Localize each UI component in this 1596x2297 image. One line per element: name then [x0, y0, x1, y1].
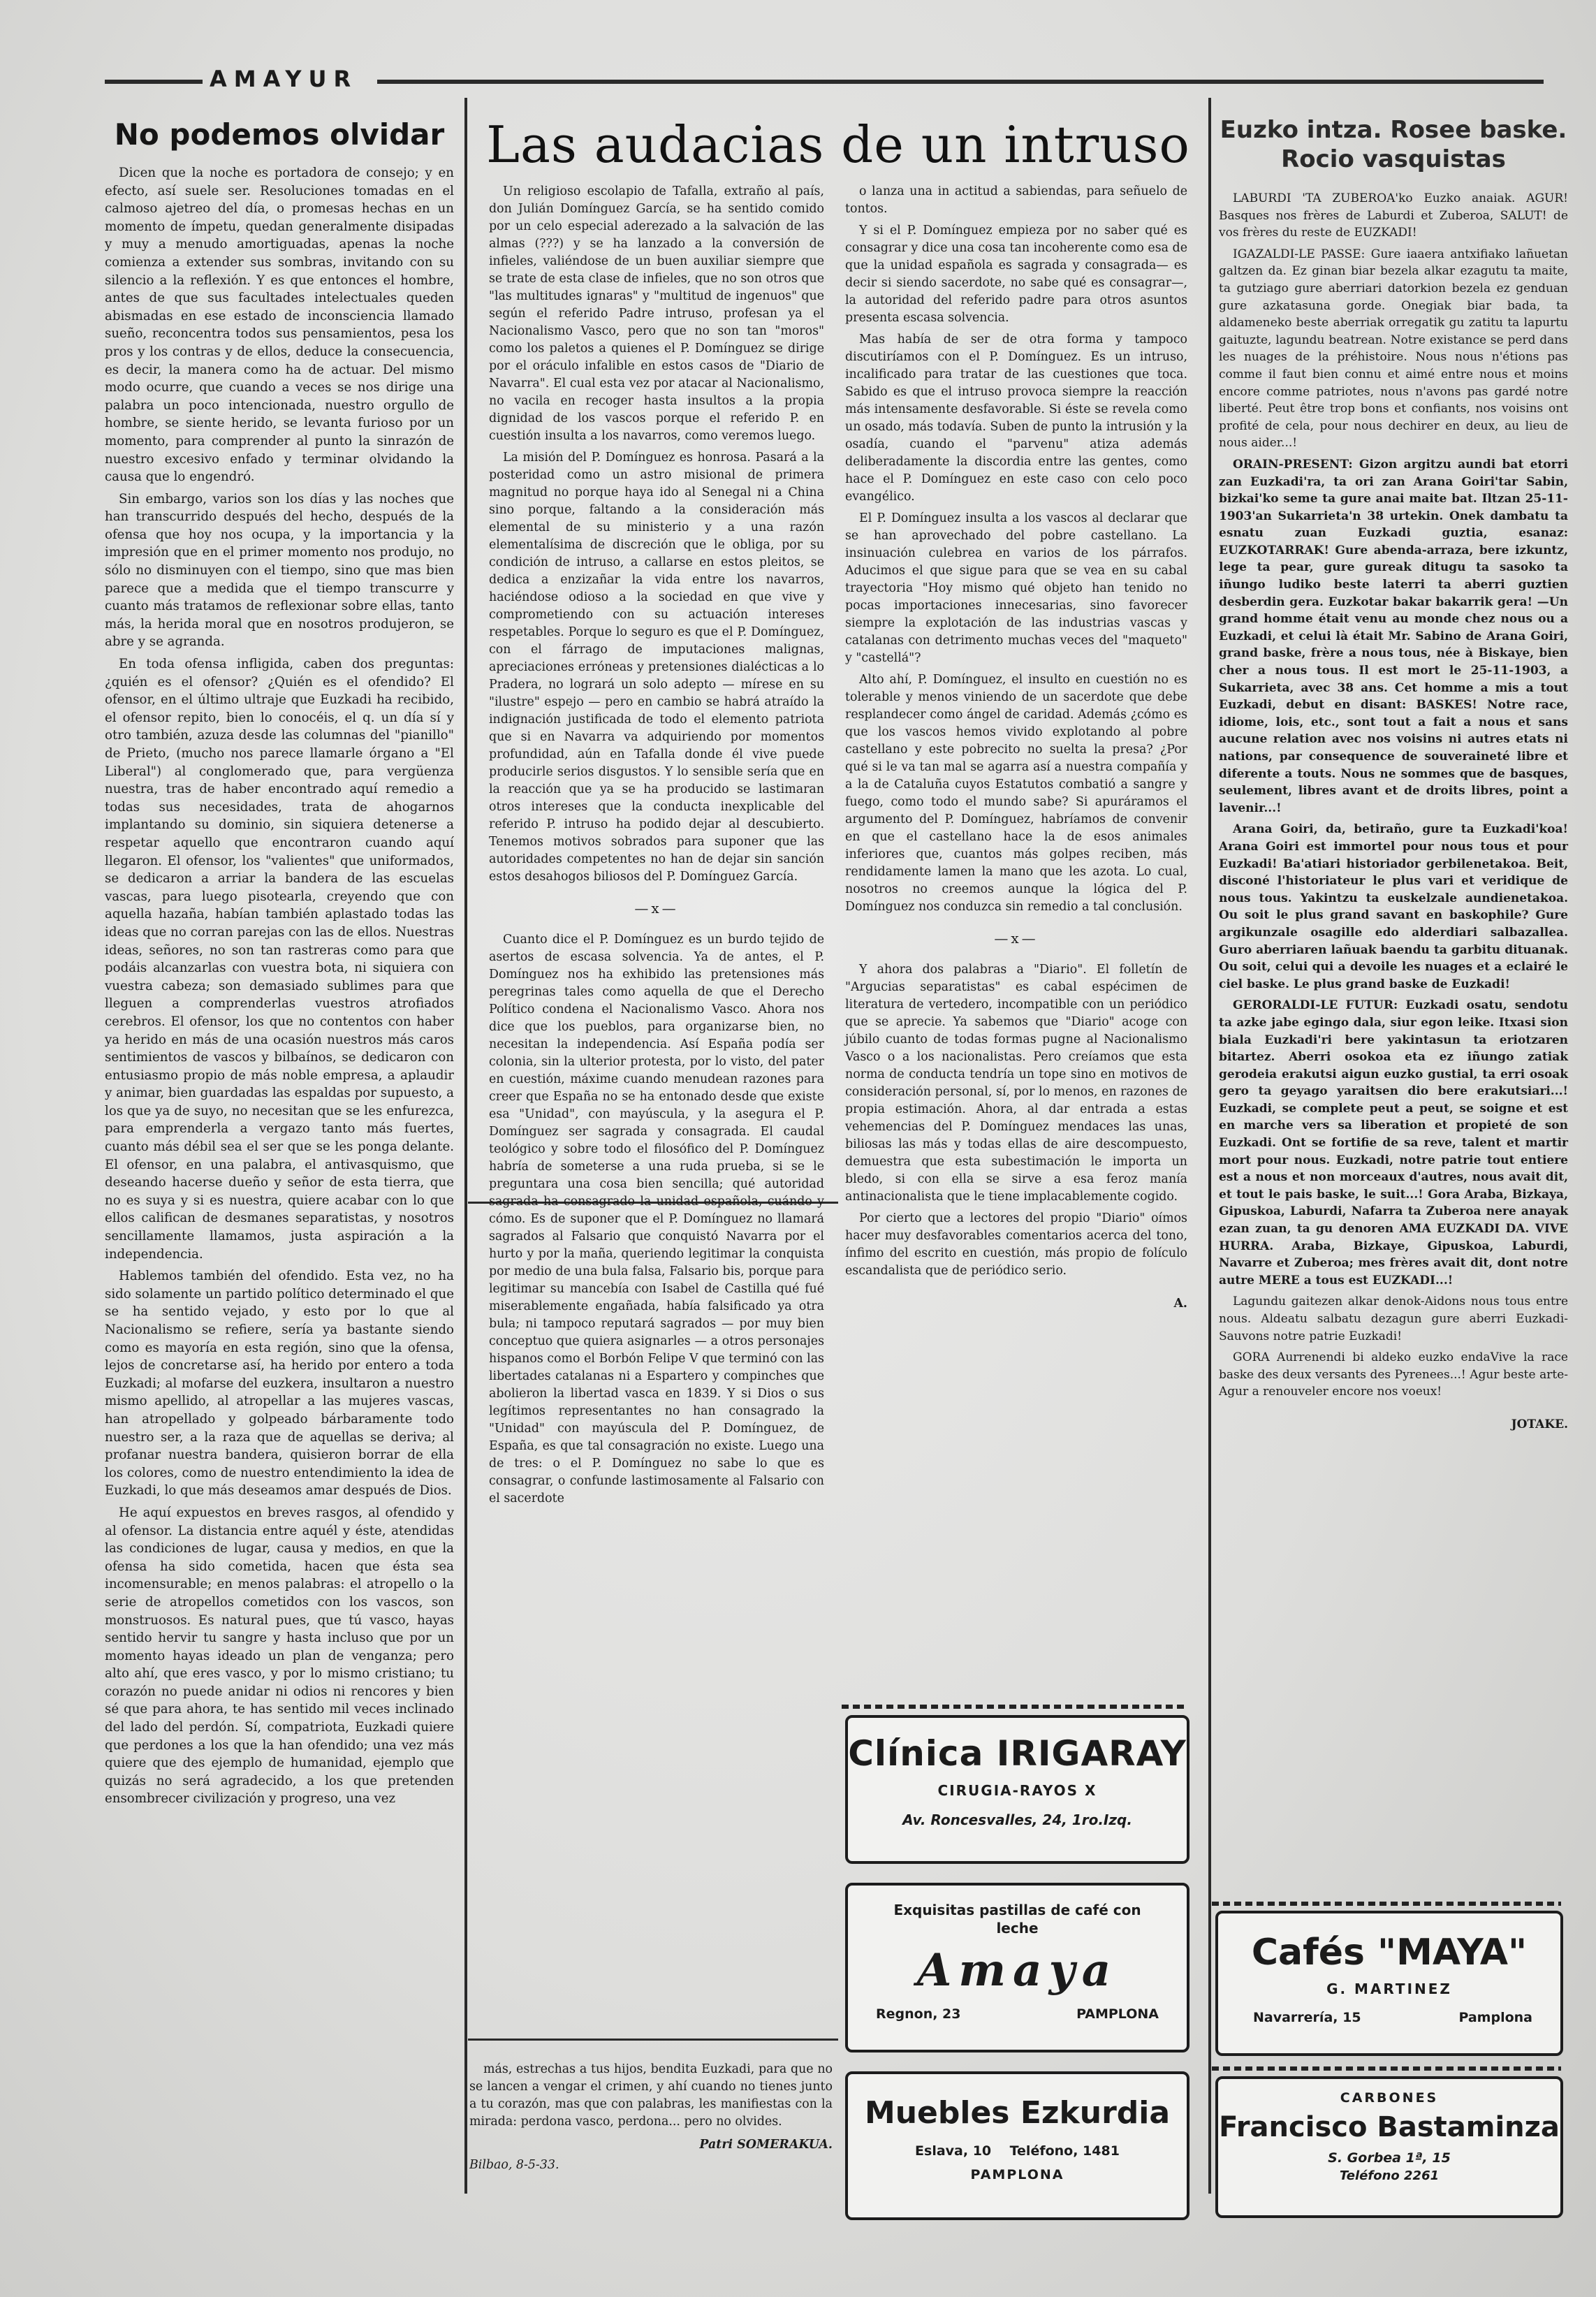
right-paragraph: GORA Aurrenendi bi aldeko euzko endaVive la race baske des deux versants des Pyrenees...! Agur beste arte-Agur a renouveler encore nos voeux!: [1219, 1350, 1568, 1399]
ad-border-top: [1212, 2066, 1561, 2071]
right-article-body: [1219, 190, 1568, 1434]
left-paragraph: Hablemos también del ofendido. Esta vez, no ha sido solamente un partido político determinado el que se ha sentido vejado, y esto por lo que al Nacionalismo se refiere, sería ya bastante siendo como es mayoría en esta región, sino que la ofensa, lejos de concretarse así, ha herido por entero a toda Euzkadi; al mofarse del euzkera, insultaron a nuestro mismo apellido, al atropellar a las mujeres vascas, han atropellado y golpeado bárbaramente todo nuestro ser, a la raza que de aquellas se deriva; al profanar nuestra bandera, quisieron borrar de ella los colores, como de nuestro entendimiento la idea de Euzkadi, lo que más deseamos amar después de Dios.: [105, 1269, 454, 1498]
left-article-continuation: [469, 2061, 833, 2174]
ad-title: Amaya: [916, 1944, 1118, 1997]
ad-cafes-maya: [1215, 1911, 1563, 2056]
right-paragraph: LABURDI 'TA ZUBEROA'ko Euzko anaiak. AGUR! Basques nos frères de Laburdi et Zuberoa, SALUT! de vos frères du reste de EUZKADI!: [1219, 191, 1568, 240]
ad-title: Cafés "MAYA": [1251, 1932, 1528, 1974]
ad-address: Av. Roncesvalles, 24, 1ro.Izq.: [902, 1811, 1132, 1828]
article-signature: A.: [1173, 1297, 1187, 1311]
center-paragraph: Alto ahí, P. Domínguez, el insulto en cuestión no es tolerable y menos viniendo de un sacerdote que debe resplandecer como ángel de caridad. Además ¿cómo es que los vascos hemos vivido explotando al pobre castellano y este pobrecito no suelta la presa? ¿Por qué si le va tan mal se agarra así a nuestra compañía y a la de Cataluña cuyos Estatutos combatió a sangre y fuego, como todo el mundo sabe? Si apuráramos el argumento del P. Domínguez, habríamos de convenir en que el castellano hace la de esos animales inferiores que, cuantos más golpes reciben, más rendidamente lamen la mano que les azota. Lo cual, nosotros no creemos aunque la lógica del P. Domínguez nos conduzca sin remedio a tal conclusión.: [845, 673, 1187, 914]
right-article-title: Euzko intza. Rosee baske. Rocio vasquistas: [1220, 116, 1567, 173]
center-paragraph: Por cierto que a lectores del propio "Diario" oímos hacer muy desfavorables comentarios acerca del tono, ínfimo del escrito en cuestión, más propio de folículo escandalista que de periódico serio.: [845, 1211, 1187, 1278]
ad-francisco-bastaminza: [1215, 2076, 1563, 2218]
center-paragraph: Mas había de ser de otra forma y tampoco discutiríamos con el P. Domínguez. Es un intruso, incalificado para tratar de las cuestiones que toca. Sabido es que el intruso provoca siempre la reacción más intensamente desfavorable. Si éste se revela como un osado, más todavía. Suben de punto la intrusión y la osadía, cuando el "parvenu" atiza además deliberadamente la discordia entre las gentes, como hace el P. Domínguez en este caso con celo poco evangélico.: [845, 333, 1187, 504]
masthead: [105, 66, 1544, 94]
continuation-text: más, estrechas a tus hijos, bendita Euzkadi, para que no se lancen a vengar el crimen, y ahí cuando no tienes junto a tu corazón, mas que con palabras, les manifiestas con la mirada: perdona vasco, perdona... pero no olvides.: [469, 2062, 833, 2129]
ad-title: Clínica IRIGARAY: [848, 1733, 1187, 1774]
section-separator: —x—: [634, 900, 679, 917]
ad-address: Eslava, 10 Teléfono, 1481: [915, 2143, 1120, 2159]
ad-footer: [848, 1997, 1187, 2022]
author-signature: Patri SOMERAKUA.: [699, 2138, 833, 2152]
left-paragraph: Sin embargo, varios son los días y las noches que han transcurrido después del hecho, después de la ofensa que hoy nos ocupa, y la importancia y la impresión que en el primer momento nos produjo, no sólo no disminuyen con el tiempo, sino que mas bien parece que a medida que el tiempo transcurre y cuanto más tratamos de reflexionar sobre ellas, tanto más, la herida moral que en nosotros produjeron, se abre y se agranda.: [105, 491, 454, 650]
ad-phone: Teléfono 2261: [1339, 2168, 1440, 2183]
column-rule-2: [1208, 98, 1211, 2194]
center-article-title: Las audacias de un intruso: [486, 115, 1190, 174]
ad-city: PAMPLONA: [1076, 2006, 1159, 2022]
left-article-body: [105, 164, 454, 1812]
center-paragraph: La misión del P. Domínguez es honrosa. Pasará a la posteridad como un astro misional de primera magnitud no porque haya ido al Senegal ni a China sino porque, faltando a la consideración más elemental de su ministerio y a una razón elementalísima de discreción que le obliga, por su condición de intruso, a callarse en estos pleitos, se dedica a enzizañar la vida entre los navarros, haciéndose odioso a la sociedad en que vive y comprometiendo con su actuación intereses respetables. Porque lo seguro es que el P. Domínguez, con el fárrago de imputaciones malignas, apreciaciones erróneas y pretensiones dialécticas a lo Pradera, no logrará un solo adepto — mírese en su "ilustre" espejo — pero en cambio se habrá atraído la indignación justificada de todo el elemento patriota que si en Navarra va adquiriendo por momentos profundidad, aún en Tafalla donde él vive puede producirle serios disgustos. Y lo sensible sería que en la reacción que ya se ha producido se lastimaran otros intereses que la conducta inexplicable del referido P. intruso ha podido dejar al descubierto. Tenemos motivos sobrados para suponer que las autoridades competentes no han de dejar sin sanción estos desahogos biliosos del P. Domínguez García.: [489, 451, 824, 884]
ad-subtitle: CIRUGIA-RAYOS X: [937, 1782, 1097, 1799]
ad-footer: [1218, 1997, 1560, 2025]
left-paragraph: Dicen que la noche es portadora de consejo; y en efecto, así suele ser. Resoluciones tomadas en el calmoso ajetreo del día, o promesas hechas en un momento de ímpetu, quedan generalmente disipadas y muy a menudo amortiguadas, apenas la noche comienza a extender sus sombras, invitando con su silencio a la reflexión. Y es que entonces el hombre, antes de que sus facultades intelectuales queden abismadas en ese estado de inconsciencia llamado sueño, reconcentra todos sus pensamientos, pesa los pros y los contras y de ellos, deduce la consecuencia, es decir, la manera como ha de actuar. Del mismo modo ocurre, que cuando a veces se nos dirige una palabra un poco intencionada, nuestro orgullo de hombre, se siente herido, se levanta furioso por un momento, para comprender al punto la sinrazón de nuestro excesivo enfado y terminar olvidando la causa que lo engendró.: [105, 166, 454, 485]
center-paragraph: El P. Domínguez insulta a los vascos al declarar que se han aprovechado del pobre castellano. La insinuación culebrea en varios de los párrafos. Aducimos el que sigue para que se vea en su cabal trayectoria "Hoy mismo qué objeto han tenido no pocas importaciones innecesarias, sino favorecer siempre la explotación de las industrias vascas y catalanas con detrimento muchas veces del "maqueto" y "castellá"?: [845, 511, 1187, 665]
center-column-1: [489, 183, 824, 1512]
ad-address: S. Gorbea 1ª, 15: [1328, 2150, 1451, 2166]
ad-subtitle: G. MARTINEZ: [1326, 1981, 1452, 1997]
ad-tagline: Exquisitas pastillas de café con leche: [893, 1902, 1141, 1937]
center-bottom-rule: [468, 2039, 838, 2041]
ad-address: Regnon, 23: [876, 2006, 961, 2022]
right-paragraph: ORAIN-PRESENT: Gizon argitzu aundi bat etorri zan Euzkadi'ra, ta ori zan Arana Goiri'tar Sabin, bizkai'ko seme ta gure anai maite bat. Iltzan 25-11-1903'an Sukarrieta'n 38 urtekin. Onek dambatu ta esnatu zuan Euzkadi guztia, esanaz: EUZKOTARRAK! Gure abenda-arraza, bere izkuntz, lege ta pear, gure gureak ditugu ta sasoko ta iñungo ludiko beste laterri ta aberri guztien desberdin gera. Euzkotar bakar bakarrik gera! —Un grand homme était venu au monde chez nous ou a Euzkadi, et celui là était Mr. Sabino de Arana Goiri, grand baske, frère a nous tous, née à Biskaye, bien cher a nous tous. Il est mort le 25-11-1903, a Sukarrieta, avec 38 ans. Cet homme a mis a tout Euzkadi, debut en disant: BASKES! Notre race, idiome, lois, etc., sont tout a fait a nous et sans aucune relation avec nos voisins ni autres etats ni nations, par consequence de souveraineté libre et diferente a touts. Nous ne sommes que de basques, seulement, libres avant et de droits libres, point a lavenir...!: [1219, 457, 1568, 815]
center-paragraph: Y si el P. Domínguez empieza por no saber qué es consagrar y dice una cosa tan incoherente como esa de que la unidad española es sagrada y consagrada— es decir si siendo sacerdote, no sabe qué es consagrar—, la autoridad del referido padre para otros asuntos presenta escasa solvencia.: [845, 224, 1187, 325]
ad-city: Pamplona: [1458, 2010, 1532, 2025]
ad-muebles-ezkurdia: [845, 2071, 1189, 2220]
right-paragraph: GERORALDI-LE FUTUR: Euzkadi osatu, sendotu ta azke jabe egingo dala, siur egon leike. Itxasi sion biala Euzkadi'ri bere yakintasun ta eriotzaren bitartez. Aberri osokoa eta ez iñungo zatiak gerodeia erakutsi aigun euzko gustial, ta erri osoak gero ta geyago yaraitsen dio bere erakutsiari...! Euzkadi, se complete peut a peut, se soigne et est en marche vers sa liberation et propieté de son Euzkadi. Ont se fortifie de sa reve, talent et martir mort pour nous. Euzkadi, notre patrie tout entiere est a nous et non morceaux d'autres, nous avait dit, et tout le pais baske, le suit...! Gora Araba, Bizkaya, Gipuskoa, Laburdi, Nafarra ta Zuberoa nere anayak ezan zuan, ta gu denoren AMA EUZKADI DA. VIVE HURRA. Araba, Bizkaye, Gipuskoa, Laburdi, Navarre et Zuberoa; mes frères avait dit, dont notre autre MERE a tous est EUZKADI...!: [1219, 998, 1568, 1288]
ad-amaya: [845, 1883, 1189, 2052]
dateline: Bilbao, 8-5-33.: [469, 2158, 559, 2172]
right-paragraph: IGAZALDI-LE PASSE: Gure iaaera antxifiako lañuetan galtzen da. Ez ginan biar bezela alkar ezagutu ta maite, ta gutziago gure aberriari datorkion bezela ez genduan gure azkatasuna gorde. Onegiak biar bada, ta aldameneko beste aberriak orregatik gu zatitu ta lapurtu gaituzte, lagundu beatrean. Notre existance se perd dans les nuages de la préhistoire. Nous nous n'étions pas comme il faut bien connu et aimé entre nous et moins encore comme patriotes, nous n'avons pas gardé notre liberté. Peut être trop bons et confiants, nos voisins ont profité de cela, pour nous dechirer en deux, au lieu de nous aider...!: [1219, 247, 1568, 451]
center-paragraph: Un religioso escolapio de Tafalla, extraño al país, don Julián Domínguez García, se ha sentido comido por un celo especial aderezado a la salvación de las almas (???) y se ha lanzado a la conversión de infieles, valiéndose de un buen auxiliar siempre que se trate de esta clase de infieles, que no son otros que "las multitudes ignaras" y "multitud de ingenuos" que según el referido Padre intruso, profesan ya el Nacionalismo Vasco, pero que no son tan "moros" como los paletos a quienes el P. Domínguez se dirige por el oráculo infalible en estos casos de "Diario de Navarra". El cual esta vez por atacar al Nacionalismo, no vacila en recoger hasta insultos a la propia dignidad de los vascos porque el referido P. en cuestión insulta a los navarros, como veremos luego.: [489, 184, 824, 443]
column-rule-1: [464, 98, 467, 2194]
ad-title: Francisco Bastaminza: [1219, 2111, 1560, 2143]
section-separator: —x—: [994, 930, 1039, 947]
center-paragraph: o lanza una in actitud a sabiendas, para señuelo de tontos.: [845, 184, 1187, 216]
right-paragraph: Lagundu gaitezen alkar denok-Aidons nous tous entre nous. Aldeatu salbatu dezagun gure aberri Euzkadi-Sauvons notre patrie Euzkadi!: [1219, 1295, 1568, 1343]
ad-city: PAMPLONA: [970, 2167, 1064, 2182]
ad-tagline: CARBONES: [1340, 2090, 1439, 2106]
ad-border-top: [842, 1705, 1187, 1709]
ad-title: Muebles Ezkurdia: [864, 2095, 1171, 2131]
masthead-name: AMAYUR: [210, 66, 358, 92]
left-paragraph: En toda ofensa infligida, caben dos preguntas: ¿quién es el ofensor? ¿Quién es el ofendido? El ofensor, en el último ultraje que Euzkadi ha recibido, el ofensor repito, bien lo conocéis, el q. un día sí y otro también, azuza desde las columnas del "pianillo" de Prieto, (mucho nos parece llamarle órgano a "El Liberal") al conglomerado que, para vergüenza nuestra, tras de haber encontrado aquí remedio a todas sus necesidades, trata de ahogarnos implantando su dominio, sin siquiera detenerse a respetar aquello que encontraron cuando aquí llegaron. El ofensor, los "valientes" que uniformados, se dedicaron a arriar la bandera de las escuelas vascas, para luego pisotearla, creyendo que con aquella hazaña, habían también aplastado todas las ideas que no corran parejas con las de ellos. Nuestras ideas, señores, no son tan rastreras como para que podáis alcanzarlas con vuestra bota, ni siquiera con vuestra cabeza; son demasiado sublimes para que lleguen a comprenderlas vuestros atrofiados cerebros. El ofensor, los que no contentos con haber ya herido en más de una ocasión nuestros más caros sentimientos de vascos y bilbaínos, se dedicaron con entusiasmo propio de más noble empresa, a aplaudir y animar, bien guardadas las espaldas por supuesto, a los que ya de suyo, no necesitan que se les enfurezca, para emprenderla a vergazo tanto más fuertes, cuanto más débil sea el ser que se les ponga delante. El ofensor, en una palabra, el antivasquismo, que deseando hacerse dueño y señor de esta tierra, que no es suya y si es nuestra, quiere acabar con lo que ellos califican de desmanes separatistas, y nosotros sencillamente llamamos, justa aspiración a la independencia.: [105, 657, 454, 1262]
left-paragraph: He aquí expuestos en breves rasgos, al ofendido y al ofensor. La distancia entre aquél y éste, atendidas las condiciones de lugar, causa y medios, en que la ofensa ha sido cometida, hacen que ésta sea incomensurable; en menos palabras: el atropello o la serie de atropellos cometidos con los vascos, son monstruosos. Es natural pues, que tú vasco, hayas sentido hervir tu sangre y hasta incluso que por un momento hayas ideado un plan de venganza; pero alto ahí, que eres vasco, y por lo mismo cristiano; tu corazón no puede anidar ni odios ni rencores y bien sé que para ahora, te has sentido mil veces inclinado del lado del perdón. Sí, compatriota, Euzkadi quiere que perdones a los que la han ofendido; una vez más quiere que des ejemplo de humanidad, ejemplo que quizás no será agradecido, a los que pretenden ensombrecer civilización y progreso, una vez: [105, 1505, 454, 1807]
left-article-title: No podemos olvidar: [114, 117, 445, 152]
ad-clinica-irigaray: [845, 1715, 1189, 1864]
masthead-rule-right: [377, 80, 1544, 84]
ad-border-top: [1212, 1902, 1561, 1906]
masthead-rule-left: [105, 80, 203, 84]
right-paragraph: Arana Goiri, da, betiraño, gure ta Euzkadi'koa! Arana Goiri est immortel pour nous tous et pour Euzkadi! Ba'atiari historiador gerbilenetakoa. Beit, disconé l'historiateur le plus vari et veridique de nous tous. Yakintzu ta euskelzale aundienetakoa. Ou soit le plus grand savant en baskophile? Gure argikunzale osagille edo alderdiari salbazallea. Guro aberriaren lañuak baendu ta garbitu dituanak. Ou soit, celui qui a devoile les nuages et a eclairé le ciel baske. Le plus grand baske de Euzkadi!: [1219, 822, 1568, 991]
center-paragraph: Y ahora dos palabras a "Diario". El folletín de "Argucias separatistas" es cabal espécimen de literatura de vertedero, incompatible con un periódico que se aprecie. Ya sabemos que "Diario" acoge con júbilo cuanto de todas formas pugne al Nacionalismo Vasco o a los nacionalistas. Pero creíamos que esta norma de conducta tendría un tope sino en motivos de consideración personal, sí, por lo menos, en razones de propia estimación. Ahora, al dar entrada a estas vehemencias del P. Domínguez mendaces las unas, biliosas las más y todas ellas de aire descompuesto, demuestra que esta subestimación le importa un bledo, si con ella se sirve a esa feroz manía antinacionalista que le tiene implacablemente cogido.: [845, 963, 1187, 1204]
center-column-2: [845, 183, 1187, 1313]
ad-address: Navarrería, 15: [1253, 2010, 1361, 2025]
article-signature: JOTAKE.: [1511, 1417, 1568, 1431]
center-paragraph: Cuanto dice el P. Domínguez es un burdo tejido de asertos de escasa solvencia. Ya de antes, el P. Domínguez nos ha exhibido las pretensiones más peregrinas tales como aquella de que el Derecho Político condena el Nacionalismo Vasco. Ahora nos dice que los pueblos, para organizarse bien, no necesitan la independencia. Así España podía ser colonia, sin la ulterior protesta, por lo visto, del pater en cuestión, máxime cuando menudean razones para creer que España no se ha entonado desde que existe esa "Unidad", con mayúscula, y la asegura el P. Domínguez ser sagrada y consagrada. El caudal teológico y sobre todo el filosófico del P. Domínguez habría de someterse a una ruda prueba, si se le preguntara una cosa bien sencilla; qué autoridad sagrada ha consagrado la unidad española, cuándo y cómo. Es de suponer que el P. Domínguez no llamará sagrados al Falsario que conquistó Navarra por el hurto y por la maña, queriendo legitimar la conquista por medio de una bula falsa, Falsario bis, porque para legitimar su mancebía con Isabel de Castilla qué fué miserablemente engañada, había falsificado ya otra bula; ni tampoco reputará sagrados — por muy bien conceptuo que quiera asignarles — a otros personajes hispanos como el Borbón Felipe V que terminó con las libertades catalanas ni a Espartero y compinches que abolieron la libertad vasca en 1839. Y si Dios o sus legítimos representantes no han consagrado la "Unidad" con mayúscula del P. Domínguez, de España, es que tal consagración no existe. Luego una de tres: o el P. Domínguez no sabe lo que es consagrar, o confunde lastimosamente al Falsario con el sacerdote: [489, 933, 824, 1505]
